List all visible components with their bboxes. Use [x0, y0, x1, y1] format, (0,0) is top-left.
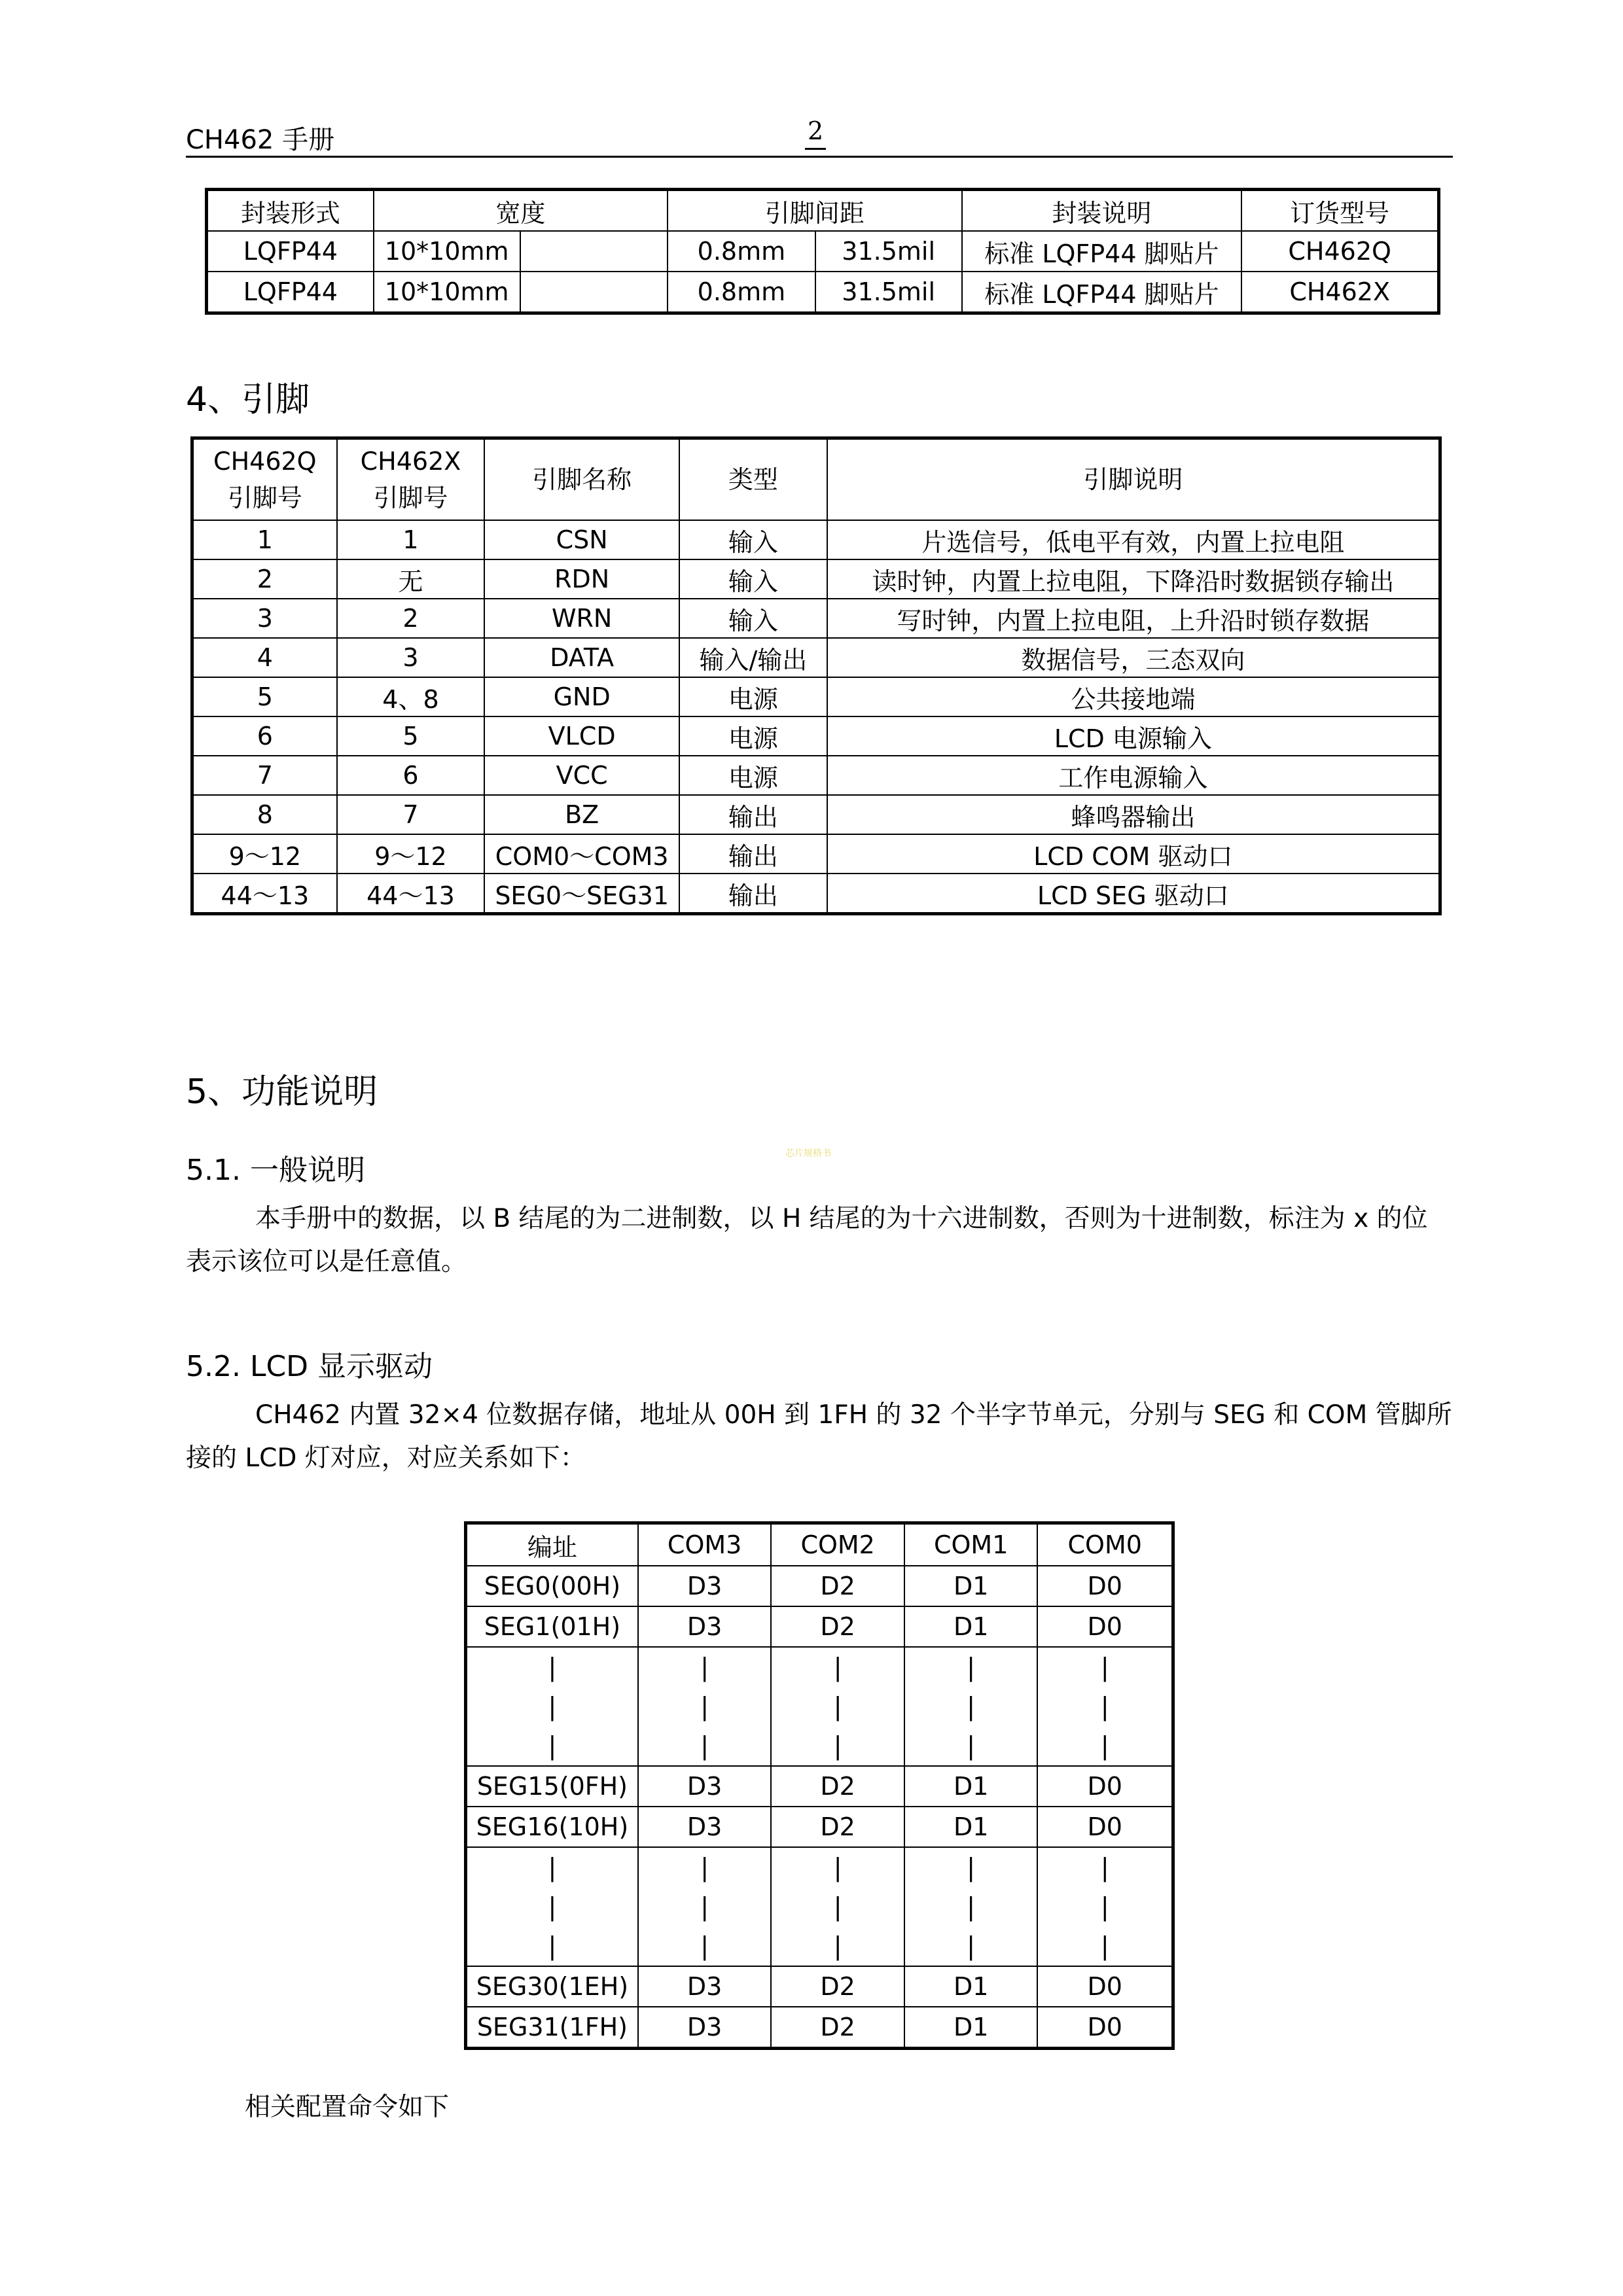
table-cell: 电源: [679, 716, 827, 756]
table-cell: 31.5mil: [815, 231, 962, 272]
table-cell: 3: [193, 599, 337, 638]
table-cell: 2: [193, 559, 337, 599]
table-cell: SEG15(0FH): [467, 1766, 638, 1807]
table-cell: 10*10mm: [374, 231, 520, 272]
table-cell: WRN: [484, 599, 679, 638]
table-cell: 9～12: [337, 834, 485, 874]
table-cell: 蜂鸣器输出: [827, 795, 1439, 834]
table-cell: LQFP44: [207, 231, 374, 272]
section-5-2-heading: 5.2. LCD 显示驱动: [186, 1350, 433, 1383]
table-row: [467, 2007, 1172, 2047]
table-cell: SEG31(1FH): [467, 2007, 638, 2047]
watermark-text: 芯片规格书: [785, 1148, 831, 1159]
lcd-mapping-table: [466, 1523, 1173, 2048]
table-cell: LCD 电源输入: [827, 716, 1439, 756]
table-row: [193, 874, 1439, 913]
table-cell: 1: [193, 520, 337, 559]
header-cell: CH462Q 引脚号: [193, 439, 337, 520]
header-title: CH462 手册: [186, 125, 335, 155]
table-cell: 0.8mm: [668, 272, 815, 312]
table-cell: D2: [771, 1807, 904, 1847]
table-row: [193, 834, 1439, 874]
table-cell: 5: [193, 677, 337, 716]
table-cell: SEG0(00H): [467, 1566, 638, 1606]
table-row: [193, 599, 1439, 638]
table-cell: LQFP44: [207, 272, 374, 312]
table-cell: 7: [337, 795, 485, 834]
table-row: [467, 1766, 1172, 1807]
table-cell: D3: [638, 1966, 772, 2007]
header-cell: CH462X 引脚号: [337, 439, 485, 520]
header-cell: 类型: [679, 439, 827, 520]
table-cell: | | |: [904, 1847, 1038, 1966]
table-cell: D2: [771, 1566, 904, 1606]
table-cell: 8: [193, 795, 337, 834]
page-number: 2: [805, 116, 826, 150]
table-cell: D3: [638, 2007, 772, 2047]
table-cell: | | |: [467, 1847, 638, 1966]
header-divider: [186, 156, 1453, 158]
table-cell: 工作电源输入: [827, 756, 1439, 795]
header-cell: 封装形式: [207, 190, 374, 231]
table-cell: LCD SEG 驱动口: [827, 874, 1439, 913]
table-cell: SEG0～SEG31: [484, 874, 679, 913]
table-cell: VCC: [484, 756, 679, 795]
table-cell: | | |: [1037, 1647, 1172, 1766]
table-cell: D0: [1037, 1606, 1172, 1647]
table-row: [467, 1566, 1172, 1606]
table-cell: 数据信号，三态双向: [827, 638, 1439, 677]
table-cell: SEG30(1EH): [467, 1966, 638, 2007]
table-cell: CH462X: [1241, 272, 1438, 312]
table-cell: | | |: [1037, 1847, 1172, 1966]
table-cell: [520, 272, 668, 312]
table-cell: COM0～COM3: [484, 834, 679, 874]
header-cell: 封装说明: [962, 190, 1242, 231]
table-cell: 4: [193, 638, 337, 677]
pin-table: [192, 438, 1440, 913]
table-cell: 无: [337, 559, 485, 599]
table-cell: D1: [904, 1606, 1038, 1647]
table-cell: 5: [337, 716, 485, 756]
table-cell: D3: [638, 1807, 772, 1847]
table-cell: D0: [1037, 1807, 1172, 1847]
pin-table-header: [193, 439, 1439, 520]
table-cell: | | |: [638, 1647, 772, 1766]
table-cell: 输入/输出: [679, 638, 827, 677]
table-row: [467, 1606, 1172, 1647]
table-cell: 31.5mil: [815, 272, 962, 312]
table-cell: D1: [904, 2007, 1038, 2047]
table-row: [207, 231, 1438, 272]
table-cell: 标准 LQFP44 脚贴片: [962, 231, 1242, 272]
header-cell: 引脚名称: [484, 439, 679, 520]
table-cell: GND: [484, 677, 679, 716]
table-cell: D3: [638, 1766, 772, 1807]
table-cell: 公共接地端: [827, 677, 1439, 716]
table-cell: 4、8: [337, 677, 485, 716]
header-cell: 引脚说明: [827, 439, 1439, 520]
header-cell: 引脚间距: [668, 190, 962, 231]
table-cell: D3: [638, 1566, 772, 1606]
table-cell: 3: [337, 638, 485, 677]
table-row: [193, 638, 1439, 677]
header-cell: COM2: [771, 1524, 904, 1566]
table-cell: 输入: [679, 559, 827, 599]
header-cell: COM1: [904, 1524, 1038, 1566]
table-cell: 读时钟，内置上拉电阻，下降沿时数据锁存输出: [827, 559, 1439, 599]
section-5-1-paragraph: 本手册中的数据，以 B 结尾的为二进制数，以 H 结尾的为十六进制数，否则为十进制数，标注为 x 的位表示该位可以是任意值。: [186, 1204, 1428, 1277]
table-cell: RDN: [484, 559, 679, 599]
table-row: [193, 559, 1439, 599]
table-row: [467, 1847, 1172, 1966]
table-cell: 1: [337, 520, 485, 559]
table-cell: D0: [1037, 1566, 1172, 1606]
table-cell: D0: [1037, 1766, 1172, 1807]
table-cell: 44～13: [337, 874, 485, 913]
table-cell: D0: [1037, 1966, 1172, 2007]
table-cell: D1: [904, 1966, 1038, 2007]
header-cell: 宽度: [374, 190, 668, 231]
table-cell: D2: [771, 1606, 904, 1647]
table-row: [467, 1647, 1172, 1766]
table-cell: | | |: [638, 1847, 772, 1966]
table-cell: 输入: [679, 599, 827, 638]
lcd-table-header: [467, 1524, 1172, 1566]
table-row: [193, 716, 1439, 756]
table-row: [467, 1807, 1172, 1847]
table-cell: CH462Q: [1241, 231, 1438, 272]
section-5-2-paragraph: CH462 内置 32×4 位数据存储，地址从 00H 到 1FH 的 32 个半字节单元，分别与 SEG 和 COM 管脚所接的 LCD 灯对应，对应关系如下：: [186, 1400, 1452, 1473]
table-cell: D2: [771, 2007, 904, 2047]
table-cell: | | |: [904, 1647, 1038, 1766]
header-cell: 订货型号: [1241, 190, 1438, 231]
table-cell: 0.8mm: [668, 231, 815, 272]
table-cell: | | |: [467, 1647, 638, 1766]
table-cell: 2: [337, 599, 485, 638]
closing-text: 相关配置命令如下: [245, 2093, 450, 2122]
table-cell: CSN: [484, 520, 679, 559]
table-cell: D2: [771, 1966, 904, 2007]
table-cell: D2: [771, 1766, 904, 1807]
table-cell: SEG1(01H): [467, 1606, 638, 1647]
table-cell: 输入: [679, 520, 827, 559]
table-cell: SEG16(10H): [467, 1807, 638, 1847]
table-row: [193, 756, 1439, 795]
table-cell: LCD COM 驱动口: [827, 834, 1439, 874]
table-cell: 44～13: [193, 874, 337, 913]
table-cell: 电源: [679, 677, 827, 716]
table-cell: 片选信号，低电平有效，内置上拉电阻: [827, 520, 1439, 559]
table-cell: 9～12: [193, 834, 337, 874]
header-cell: COM0: [1037, 1524, 1172, 1566]
header-cell: 编址: [467, 1524, 638, 1566]
table-cell: | | |: [771, 1847, 904, 1966]
table-cell: VLCD: [484, 716, 679, 756]
table-cell: D3: [638, 1606, 772, 1647]
table-cell: 输出: [679, 834, 827, 874]
header-cell: COM3: [638, 1524, 772, 1566]
table-cell: 输出: [679, 874, 827, 913]
table-cell: DATA: [484, 638, 679, 677]
table-cell: | | |: [771, 1647, 904, 1766]
table-cell: 10*10mm: [374, 272, 520, 312]
section-5-heading: 5、功能说明: [186, 1072, 378, 1112]
section-5-1-heading: 5.1. 一般说明: [186, 1154, 365, 1187]
package-table-header: [207, 190, 1438, 231]
table-cell: 电源: [679, 756, 827, 795]
table-cell: D0: [1037, 2007, 1172, 2047]
table-cell: 7: [193, 756, 337, 795]
table-cell: 写时钟，内置上拉电阻，上升沿时锁存数据: [827, 599, 1439, 638]
table-row: [193, 677, 1439, 716]
table-cell: D1: [904, 1566, 1038, 1606]
package-table: [207, 190, 1438, 313]
table-cell: D1: [904, 1766, 1038, 1807]
section-4-heading: 4、引脚: [186, 380, 310, 419]
table-cell: 6: [337, 756, 485, 795]
table-cell: BZ: [484, 795, 679, 834]
table-cell: 6: [193, 716, 337, 756]
table-cell: 标准 LQFP44 脚贴片: [962, 272, 1242, 312]
table-cell: 输出: [679, 795, 827, 834]
table-cell: D1: [904, 1807, 1038, 1847]
table-row: [467, 1966, 1172, 2007]
table-row: [207, 272, 1438, 312]
table-cell: [520, 231, 668, 272]
table-row: [193, 795, 1439, 834]
table-row: [193, 520, 1439, 559]
